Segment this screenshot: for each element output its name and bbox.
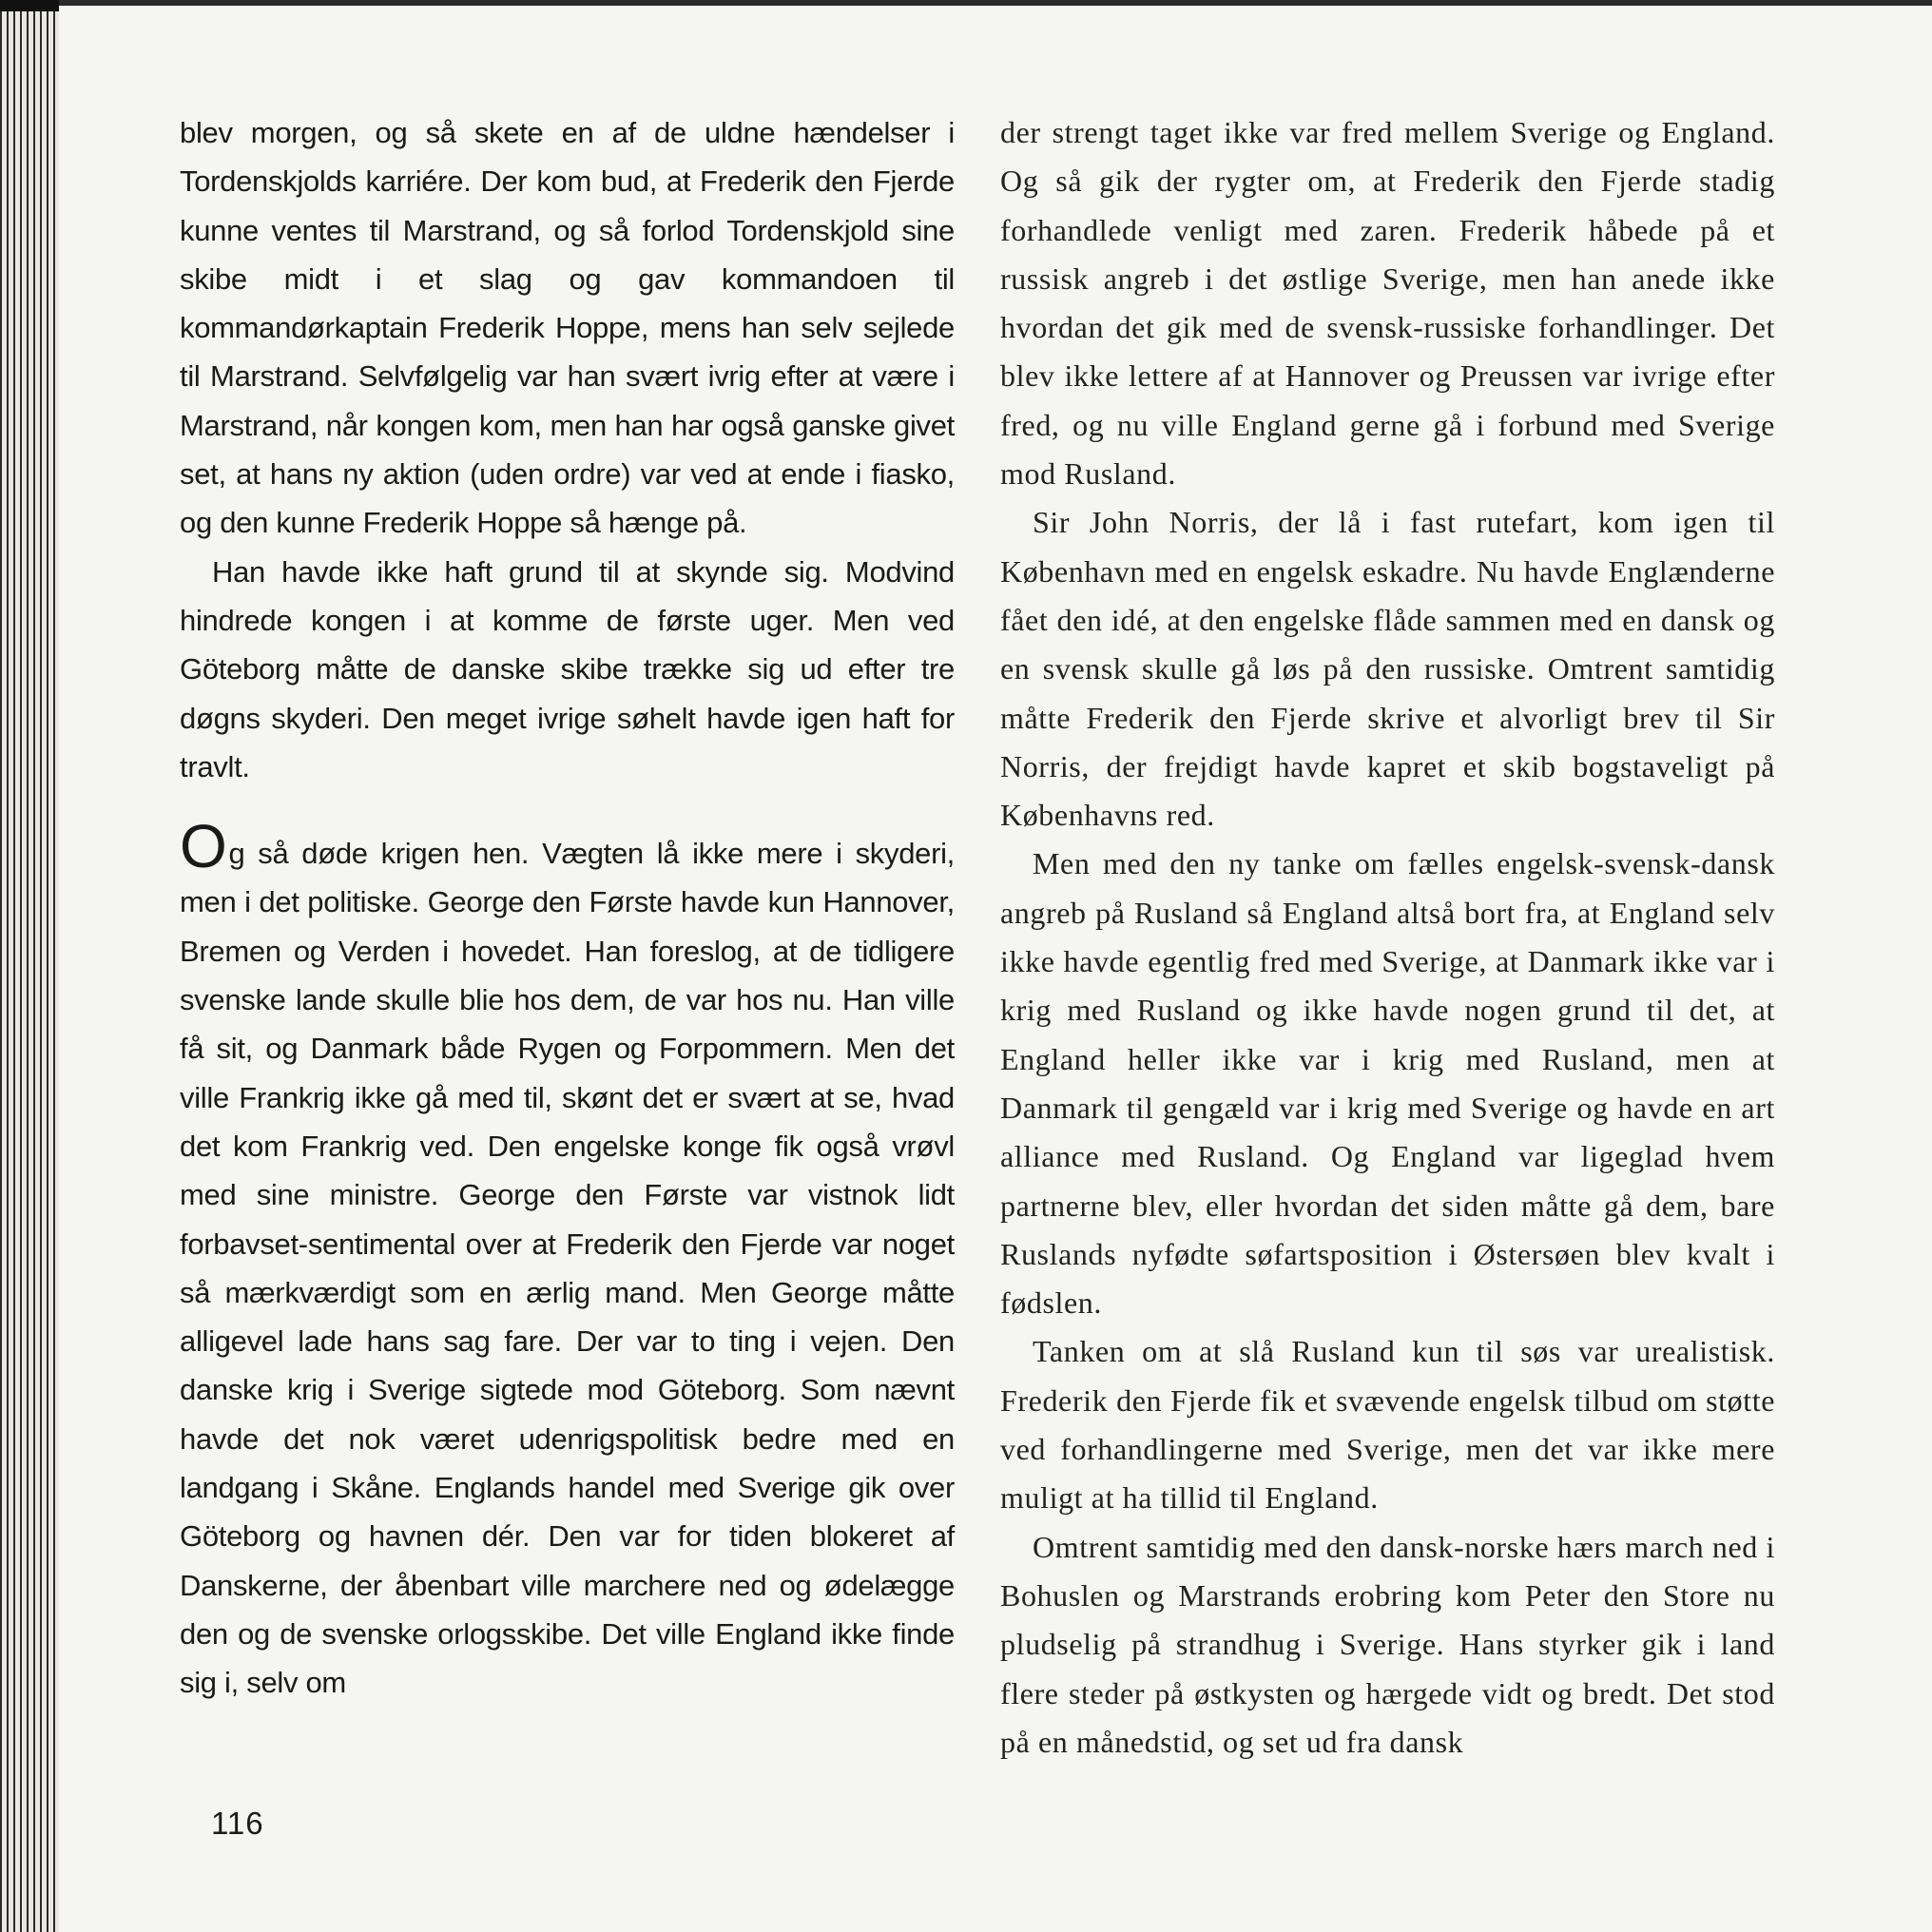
drop-cap: O (180, 812, 227, 881)
right-paragraph-4: Tanken om at slå Rusland kun til søs var urealistisk. Frederik den Fjerde fik et svævende engelsk tilbud om støtte ved forhandlingerne med Sverige, men det var ikke mere muligt at ha tillid til England. (1000, 1334, 1775, 1516)
right-paragraph-1: der strengt taget ikke var fred mellem Sverige og England. Og så gik der rygter om, at Frederik den Fjerde stadig forhandlede venligt med zaren. Frederik håbede på et russisk angreb i det østlige Sverige, men han anede ikke hvordan det gik med de svensk-russiske forhandlinger. Det blev ikke lettere af at Hannover og Preussen var ivrige efter fred, og nu ville England gerne gå i forbund med Sverige mod Rusland. (1000, 115, 1775, 492)
left-column (180, 108, 955, 1708)
left-paragraph-3-text: g så døde krigen hen. Vægten lå ikke mere i skyderi, men i det politiske. George den Første havde kun Hannover, Bremen og Verden i hovedet. Han foreslog, at de tidligere svenske lande skulle blie hos dem, de var hos nu. Han ville få sit, og Danmark både Rygen og Forpommern. Men det ville Frankrig ikke gå med til, skønt det er svært at se, hvad det kom Frankrig ved. Den engelske konge fik også vrøvl med sine ministre. George den Første var vistnok lidt forbavset-sentimental over at Frederik den Fjerde var noget så mærkværdigt som en ærlig mand. Men George måtte alligevel lade hans sag fare. Der var to ting i vejen. Den danske krig i Sverige sigtede mod Göteborg. Som nævnt havde det nok været udenrigspolitisk bedre med en landgang i Skåne. Englands handel med Sverige gik over Göteborg og havnen dér. Den var for tiden blokeret af Danskerne, der åbenbart ville marchere ned og ødelægge den og de svenske orlogsskibe. Det ville England ikke finde sig i, selv om (180, 837, 955, 1700)
right-paragraph-5: Omtrent samtidig med den dansk-norske hærs march ned i Bohuslen og Marstrands erobring kom Peter den Store nu pludselig på strandhug i Sverige. Hans styrker gik i land flere steder på østkysten og hærgede vidt og bredt. Det stod på en månedstid, og set ud fra dansk (1000, 1529, 1775, 1759)
right-paragraph-3: Men med den ny tanke om fælles engelsk-svensk-dansk angreb på Rusland så England altså bort fra, at England selv ikke havde egentlig fred med Sverige, at Danmark ikke var i krig med Rusland og ikke havde nogen grund til det, at England heller ikke var i krig med Rusland, men at Danmark til gengæld var i krig med Sverige og havde en art alliance med Rusland. Og England var ligeglad hvem partnerne blev, eller hvordan det siden måtte gå dem, bare Ruslands nyfødte søfartsposition i Østersøen blev kvalt i fødslen. (1000, 846, 1775, 1321)
book-page-edges (0, 0, 59, 1932)
left-paragraph-1: blev morgen, og så skete en af de uldne hændelser i Tordenskjolds karriére. Der kom bud, at Frederik den Fjerde kunne ventes til Marstrand, og så forlod Tordenskjold sine skibe midt i et slag og gav kommandoen til kommandørkaptain Frederik Hoppe, mens han selv sejlede til Marstrand. Selvfølgelig var han svært ivrig efter at være i Marstrand, når kongen kom, men han har også ganske givet set, at hans ny aktion (uden ordre) var ved at ende i fiasko, og den kunne Frederik Hoppe så hænge på. (180, 116, 955, 540)
left-paragraph-3 (180, 812, 955, 1707)
page-number: 116 (211, 1806, 264, 1841)
right-column (1000, 108, 1775, 1767)
book-page (59, 6, 1932, 1932)
right-paragraph-2: Sir John Norris, der lå i fast rutefart, kom igen til København med en engelsk eskadre. Nu havde Englænderne fået den idé, at den engelske flåde sammen med en dansk og en svensk skulle gå løs på den russiske. Omtrent samtidig måtte Frederik den Fjerde skrive et alvorligt brev til Sir Norris, der frejdigt havde kapret et skib bogstaveligt på Københavns red. (1000, 505, 1775, 833)
left-paragraph-2: Han havde ikke haft grund til at skynde sig. Modvind hindrede kongen i at komme de første uger. Men ved Göteborg måtte de danske skibe trække sig ud efter tre døgns skyderi. Den meget ivrige søhelt havde igen haft for travlt. (180, 554, 955, 783)
